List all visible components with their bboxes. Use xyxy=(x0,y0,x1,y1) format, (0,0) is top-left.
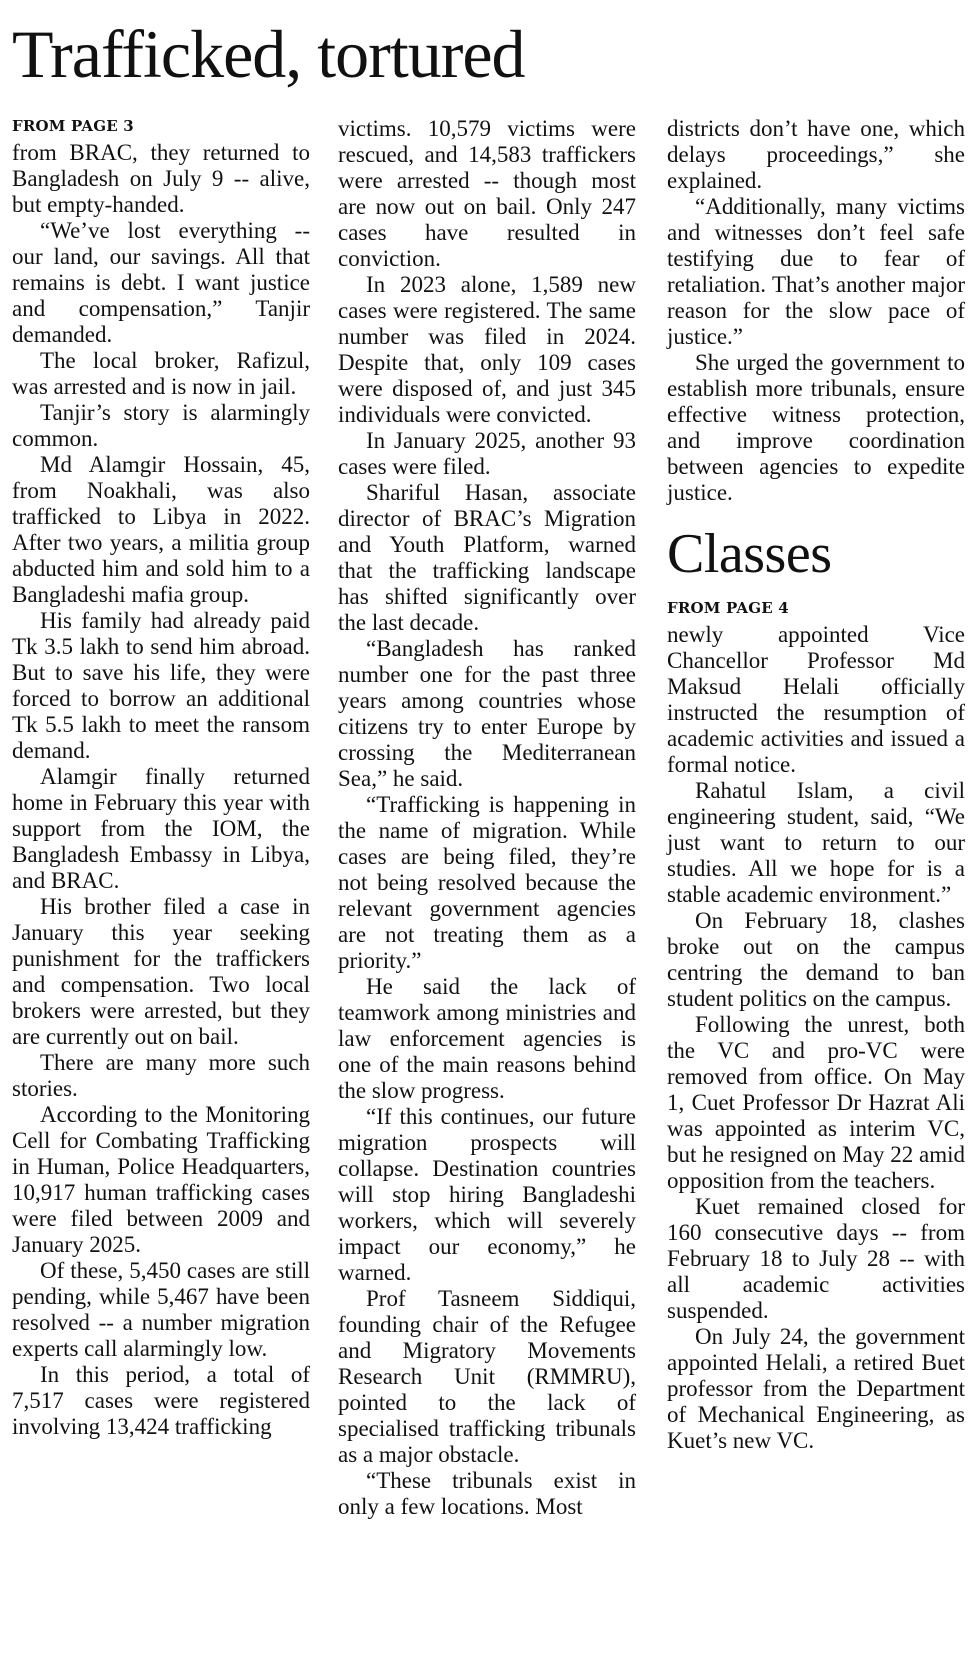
story1-column-1-body xyxy=(12,140,310,1440)
paragraph: Tanjir’s story is alarmingly common. xyxy=(12,400,310,451)
paragraph: newly appointed Vice Chancellor Professor Md Maksud Helali officially instructed the resumption of academic activities and issued a formal notice. xyxy=(667,622,965,777)
paragraph: “If this continues, our future migration prospects will collapse. Destination countries will stop hiring Bangladeshi workers, which will severely impact our economy,” he warned. xyxy=(338,1104,636,1285)
paragraph: “Additionally, many victims and witnesses don’t feel safe testifying due to fear of retaliation. That’s another major reason for the slow pace of justice.” xyxy=(667,194,965,349)
paragraph: “Trafficking is happening in the name of migration. While cases are being filed, they’re not being resolved because the relevant government agencies are not treating them as a priority.” xyxy=(338,792,636,973)
paragraph: In 2023 alone, 1,589 new cases were registered. The same number was filed in 2024. Despite that, only 109 cases were disposed of, and just 345 individuals were convicted. xyxy=(338,272,636,427)
paragraph: On July 24, the government appointed Helali, a retired Buet professor from the Department of Mechanical Engineering, as Kuet’s new VC. xyxy=(667,1324,965,1453)
paragraph: His family had already paid Tk 3.5 lakh to send him abroad. But to save his life, they were forced to borrow an additional Tk 5.5 lakh to meet the ransom demand. xyxy=(12,608,310,763)
paragraph: Kuet remained closed for 160 consecutive days -- from February 18 to July 28 -- with all academic activities suspended. xyxy=(667,1194,965,1323)
paragraph: According to the Monitoring Cell for Combating Trafficking in Human, Police Headquarters, 10,917 human trafficking cases were filed between 2009 and January 2025. xyxy=(12,1102,310,1257)
headline-trafficked-tortured: Trafficked, tortured xyxy=(12,16,525,92)
paragraph: Rahatul Islam, a civil engineering student, said, “We just want to return to our studies. All we hope for is a stable academic environment.” xyxy=(667,778,965,907)
paragraph: In January 2025, another 93 cases were filed. xyxy=(338,428,636,479)
story2-body xyxy=(667,622,965,1454)
paragraph: The local broker, Rafizul, was arrested and is now in jail. xyxy=(12,348,310,399)
column-1 xyxy=(12,116,310,1440)
jump-label-page-4: FROM PAGE 4 xyxy=(667,599,789,617)
paragraph: Shariful Hasan, associate director of BRAC’s Migration and Youth Platform, warned that the trafficking landscape has shifted significantly over the last decade. xyxy=(338,480,636,635)
paragraph: On February 18, clashes broke out on the campus centring the demand to ban student politics on the campus. xyxy=(667,908,965,1011)
paragraph: In this period, a total of 7,517 cases were registered involving 13,424 trafficking xyxy=(12,1362,310,1439)
jump-label-page-3: FROM PAGE 3 xyxy=(12,117,134,135)
paragraph: districts don’t have one, which delays proceedings,” she explained. xyxy=(667,116,965,193)
paragraph: “Bangladesh has ranked number one for the past three years among countries whose citizens try to enter Europe by crossing the Mediterranean Sea,” he said. xyxy=(338,636,636,791)
column-2 xyxy=(338,116,636,1520)
paragraph: There are many more such stories. xyxy=(12,1050,310,1101)
paragraph: His brother filed a case in January this year seeking punishment for the traffickers and compensation. Two local brokers were arrested, but they are currently out on bail. xyxy=(12,894,310,1049)
paragraph: Prof Tasneem Siddiqui, founding chair of the Refugee and Migratory Movements Research Unit (RMMRU), pointed to the lack of specialised trafficking tribunals as a major obstacle. xyxy=(338,1286,636,1467)
paragraph: Alamgir finally returned home in February this year with support from the IOM, the Bangladesh Embassy in Libya, and BRAC. xyxy=(12,764,310,893)
paragraph: She urged the government to establish more tribunals, ensure effective witness protection, and improve coordination between agencies to expedite justice. xyxy=(667,350,965,505)
paragraph: from BRAC, they returned to Bangladesh on July 9 -- alive, but empty-handed. xyxy=(12,140,310,217)
story1-column-3-body xyxy=(667,116,965,506)
paragraph: Of these, 5,450 cases are still pending, while 5,467 have been resolved -- a number migration experts call alarmingly low. xyxy=(12,1258,310,1361)
paragraph: Following the unrest, both the VC and pro-VC were removed from office. On May 1, Cuet Professor Dr Hazrat Ali was appointed as interim VC, but he resigned on May 22 amid opposition from the teachers. xyxy=(667,1012,965,1193)
paragraph: “We’ve lost everything -- our land, our savings. All that remains is debt. I want justice and compensation,” Tanjir demanded. xyxy=(12,218,310,347)
paragraph: Md Alamgir Hossain, 45, from Noakhali, was also trafficked to Libya in 2022. After two years, a militia group abducted him and sold him to a Bangladeshi mafia group. xyxy=(12,452,310,607)
story1-column-2-body xyxy=(338,116,636,1520)
headline-classes: Classes xyxy=(667,523,832,585)
paragraph: “These tribunals exist in only a few locations. Most xyxy=(338,1468,636,1519)
paragraph: victims. 10,579 victims were rescued, and 14,583 traffickers were arrested -- though most are now out on bail. Only 247 cases have resulted in conviction. xyxy=(338,116,636,271)
paragraph: He said the lack of teamwork among ministries and law enforcement agencies is one of the main reasons behind the slow progress. xyxy=(338,974,636,1103)
column-3 xyxy=(667,116,965,1454)
